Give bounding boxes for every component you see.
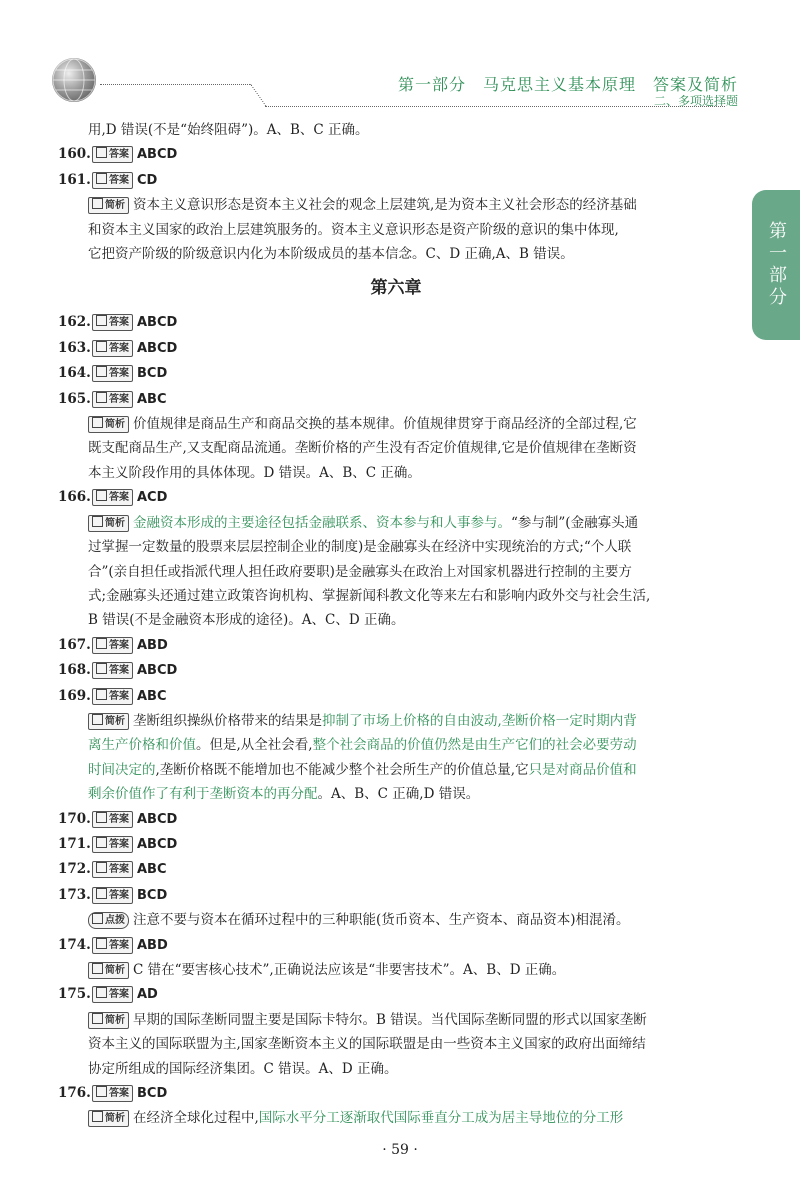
text-line: [58, 709, 734, 733]
ana-badge: [88, 1012, 129, 1029]
ana-badge: [88, 1110, 129, 1127]
text-line: [58, 584, 734, 608]
question-number: 162.: [58, 314, 91, 331]
ans-label: 答案: [109, 368, 129, 380]
ans-label: 答案: [109, 174, 129, 186]
question-number: 166.: [58, 489, 91, 506]
ans-label: 答案: [109, 317, 129, 329]
question-number: 169.: [58, 687, 91, 704]
ana-label: 简析: [105, 200, 125, 212]
ans-label: 答案: [109, 492, 129, 504]
answer-row: [58, 684, 734, 709]
ans-label: 答案: [109, 149, 129, 161]
text-line: [58, 733, 734, 757]
pencil-icon: [96, 938, 107, 949]
highlight-text: 金融资本形成的主要途径包括金融联系、资本参与和人事参与。: [133, 514, 511, 531]
tip-label: 点拨: [105, 915, 125, 927]
header-subtitle: 二、多项选择题: [653, 94, 738, 108]
pencil-icon: [96, 862, 107, 873]
body-text: 用,D 错误(不是“始终阻碍”)。A、B、C 正确。: [88, 122, 369, 138]
body-text: 过掌握一定数量的股票来层层控制企业的制度)是金融寡头在经济中实现统治的方式;“个人联: [88, 539, 632, 556]
answer-row: [58, 933, 734, 958]
answer-row: [58, 832, 734, 857]
pencil-icon: [96, 888, 107, 899]
answer-row: [58, 1081, 734, 1106]
body-text: “参与制”(金融寡头通: [511, 514, 639, 531]
text-line: [58, 1032, 734, 1056]
ans-badge: [92, 861, 133, 878]
answer-row: [58, 168, 734, 193]
answer-value: BCD: [137, 1086, 168, 1102]
answer-row: [58, 387, 734, 412]
chapter-heading: 第六章: [370, 278, 422, 299]
ans-badge: [92, 340, 133, 357]
answer-row: [58, 310, 734, 335]
book-icon: [92, 714, 103, 725]
answer-value: ABCD: [137, 836, 178, 852]
text-line: [58, 908, 734, 932]
answer-value: ABCD: [137, 340, 178, 356]
text-line: [58, 511, 734, 535]
body-text: C 错在“要害核心技术”,正确说法应该是“非要害技术”。A、B、D 正确。: [133, 962, 566, 978]
header-title: 第一部分 马克思主义基本原理 答案及简析: [397, 75, 738, 94]
pencil-icon: [96, 490, 107, 501]
answer-value: CD: [137, 172, 158, 188]
ana-label: 简析: [105, 715, 125, 727]
ans-badge: [92, 662, 133, 679]
question-number: 174.: [58, 936, 91, 953]
ans-badge: [92, 937, 133, 954]
answer-value: ABC: [137, 688, 167, 704]
body-text: 和资本主义国家的政治上层建筑服务的。资本主义意识形态是资产阶级的意识的集中体现,: [88, 221, 619, 238]
text-line: [58, 1008, 734, 1032]
answer-row: [58, 658, 734, 683]
answer-row: [58, 857, 734, 882]
question-number: 172.: [58, 861, 91, 878]
highlight-text: 离生产价格和价值: [88, 737, 196, 754]
ans-badge: [92, 314, 133, 331]
text-line: [58, 560, 734, 584]
highlight-text: 整个社会商品的价值仍然是由生产它们的社会必要劳动: [312, 737, 637, 754]
book-icon: [92, 1013, 103, 1024]
text-line: [58, 193, 734, 217]
highlight-text: 只是对商品价值和: [528, 761, 637, 778]
question-number: 163.: [58, 339, 91, 356]
ans-badge: [92, 365, 133, 382]
answer-row: [58, 361, 734, 386]
ana-badge: [88, 416, 129, 433]
page-number: · 59 ·: [382, 1142, 418, 1158]
answer-value: ABCD: [137, 315, 178, 331]
ans-badge: [92, 391, 133, 408]
header-dotted-line: [100, 84, 250, 85]
highlight-text: 抑制了市场上价格的自由波动,垄断价格一定时期内背: [322, 712, 637, 729]
answer-row: [58, 485, 734, 510]
body-text: 既支配商品生产,又支配商品流通。垄断价格的产生没有否定价值规律,它是价值规律在垄断资: [88, 440, 637, 457]
ans-badge: [92, 146, 133, 163]
body-text: 早期的国际垄断同盟主要是国际卡特尔。B 错误。当代国际垄断同盟的形式以国家垄断: [133, 1011, 647, 1028]
text-line: [58, 782, 734, 806]
question-number: 175.: [58, 986, 91, 1003]
pencil-icon: [96, 638, 107, 649]
ana-badge: [88, 713, 129, 730]
ans-badge: [92, 887, 133, 904]
text-line: [58, 461, 734, 485]
body-text: 在经济全球化过程中,: [133, 1110, 259, 1127]
answer-value: BCD: [137, 887, 168, 903]
ana-label: 简析: [105, 965, 125, 976]
body-text: 。但是,从全社会看,: [196, 737, 313, 754]
ans-label: 答案: [109, 889, 129, 901]
ana-badge: [88, 962, 129, 979]
text-line: [58, 242, 734, 266]
body-text: 资本主义的国际联盟为主,国家垄断资本主义的国际联盟是由一些资本主义国家的政府出面缔结: [88, 1036, 646, 1053]
answer-value: ABCD: [137, 811, 178, 827]
answer-row: [58, 142, 734, 167]
ana-label: 简析: [105, 419, 125, 431]
body-text: 垄断组织操纵价格带来的结果是: [133, 712, 322, 729]
answer-row: [58, 982, 734, 1007]
book-icon: [92, 198, 103, 209]
ans-badge: [92, 836, 133, 853]
text-line: [58, 758, 734, 782]
pencil-icon: [96, 392, 107, 403]
ans-label: 答案: [109, 665, 129, 677]
text-line: [58, 1057, 734, 1081]
ans-badge: [92, 1085, 133, 1102]
body-text: 合”(亲自担任或指派代理人担任政府要职)是金融寡头在政治上对国家机器进行控制的主要方: [88, 563, 632, 580]
ana-label: 简析: [105, 1113, 125, 1125]
text-line: [58, 118, 734, 142]
body-text: 价值规律是商品生产和商品交换的基本规律。价值规律贯穿于商品经济的全部过程,它: [133, 416, 637, 433]
body-text: 它把资产阶级的阶级意识内化为本阶级成员的基本信念。C、D 正确,A、B 错误。: [88, 246, 574, 263]
ana-label: 简析: [105, 1014, 125, 1026]
highlight-text: 国际水平分工逐渐取代国际垂直分工成为居主导地位的分工形: [258, 1110, 624, 1127]
ans-badge: [92, 811, 133, 828]
ans-label: 答案: [109, 989, 129, 1001]
pencil-icon: [96, 1086, 107, 1097]
ana-badge: [88, 197, 129, 214]
question-number: 176.: [58, 1085, 91, 1102]
ans-label: 答案: [109, 690, 129, 702]
pencil-icon: [96, 987, 107, 998]
ans-badge: [92, 986, 133, 1003]
book-icon: [92, 516, 103, 527]
pencil-icon: [96, 366, 107, 377]
ans-label: 答案: [109, 838, 129, 850]
ans-badge: [92, 489, 133, 506]
ans-label: 答案: [109, 1088, 129, 1100]
body-text: 式;金融寡头还通过建立政策咨询机构、掌握新闻科教文化等来左右和影响内政外交与社会生活,: [88, 587, 651, 604]
ans-label: 答案: [109, 342, 129, 354]
body-text: 协定所组成的国际经济集团。C 错误。A、D 正确。: [88, 1060, 398, 1077]
ans-badge: [92, 637, 133, 654]
pencil-icon: [96, 147, 107, 158]
ans-label: 答案: [109, 939, 129, 951]
ans-label: 答案: [109, 393, 129, 405]
book-icon: [92, 1111, 103, 1122]
ans-label: 答案: [109, 639, 129, 651]
answer-value: BCD: [137, 366, 168, 382]
pencil-icon: [96, 173, 107, 184]
answer-value: ACD: [137, 490, 168, 506]
ana-badge: [88, 515, 129, 532]
pencil-icon: [96, 315, 107, 326]
answer-content: [58, 118, 734, 1131]
tip-badge: [88, 912, 129, 929]
body-text: ,垄断价格既不能增加也不能减少整个社会所生产的价值总量,它: [155, 761, 529, 778]
header-dotted-line: [250, 84, 284, 106]
body-text: B 错误(不是金融资本形成的途径)。A、C、D 正确。: [88, 612, 405, 629]
pencil-icon: [96, 812, 107, 823]
book-icon: [92, 417, 103, 428]
pencil-icon: [96, 341, 107, 352]
question-number: 173.: [58, 886, 91, 903]
question-number: 160.: [58, 146, 91, 163]
highlight-text: 时间决定的: [88, 761, 156, 778]
text-line: [58, 436, 734, 460]
pencil-icon: [96, 689, 107, 700]
text-line: [58, 608, 734, 632]
lightbulb-icon: [92, 913, 103, 924]
question-number: 171.: [58, 835, 91, 852]
question-number: 164.: [58, 365, 91, 382]
globe-icon: [52, 58, 96, 102]
question-number: 161.: [58, 171, 91, 188]
body-text: 注意不要与资本在循环过程中的三种职能(货币资本、生产资本、商品资本)相混淆。: [133, 912, 630, 929]
body-text: 。A、B、C 正确,D 错误。: [317, 786, 480, 803]
text-line: [58, 412, 734, 436]
text-line: [58, 958, 734, 982]
question-number: 170.: [58, 810, 91, 827]
text-line: [58, 218, 734, 242]
pencil-icon: [96, 837, 107, 848]
question-number: 167.: [58, 636, 91, 653]
answer-value: ABC: [137, 862, 167, 878]
answer-row: [58, 883, 734, 908]
body-text: 本主义阶段作用的具体体现。D 错误。A、B、C 正确。: [88, 464, 421, 481]
text-line: [58, 535, 734, 559]
ans-label: 答案: [109, 813, 129, 825]
ana-label: 简析: [105, 517, 125, 529]
ans-badge: [92, 172, 133, 189]
answer-value: ABD: [137, 937, 168, 953]
pencil-icon: [96, 663, 107, 674]
answer-value: AD: [137, 987, 158, 1003]
question-number: 165.: [58, 390, 91, 407]
page-header: [0, 0, 800, 120]
ans-badge: [92, 688, 133, 705]
text-line: [58, 1106, 734, 1130]
side-tab-label: 第一部分: [766, 221, 787, 309]
answer-value: ABD: [137, 637, 168, 653]
answer-row: [58, 807, 734, 832]
ans-label: 答案: [109, 864, 129, 876]
answer-value: ABCD: [137, 663, 178, 679]
question-number: 168.: [58, 662, 91, 679]
answer-row: [58, 633, 734, 658]
book-icon: [92, 963, 103, 974]
highlight-text: 剩余价值作了有利于垄断资本的再分配: [88, 786, 318, 803]
answer-row: [58, 336, 734, 361]
answer-value: ABC: [137, 391, 167, 407]
answer-value: ABCD: [137, 147, 178, 163]
body-text: 资本主义意识形态是资本主义社会的观念上层建筑,是为资本主义社会形态的经济基础: [133, 197, 637, 214]
side-tab: [752, 190, 800, 340]
